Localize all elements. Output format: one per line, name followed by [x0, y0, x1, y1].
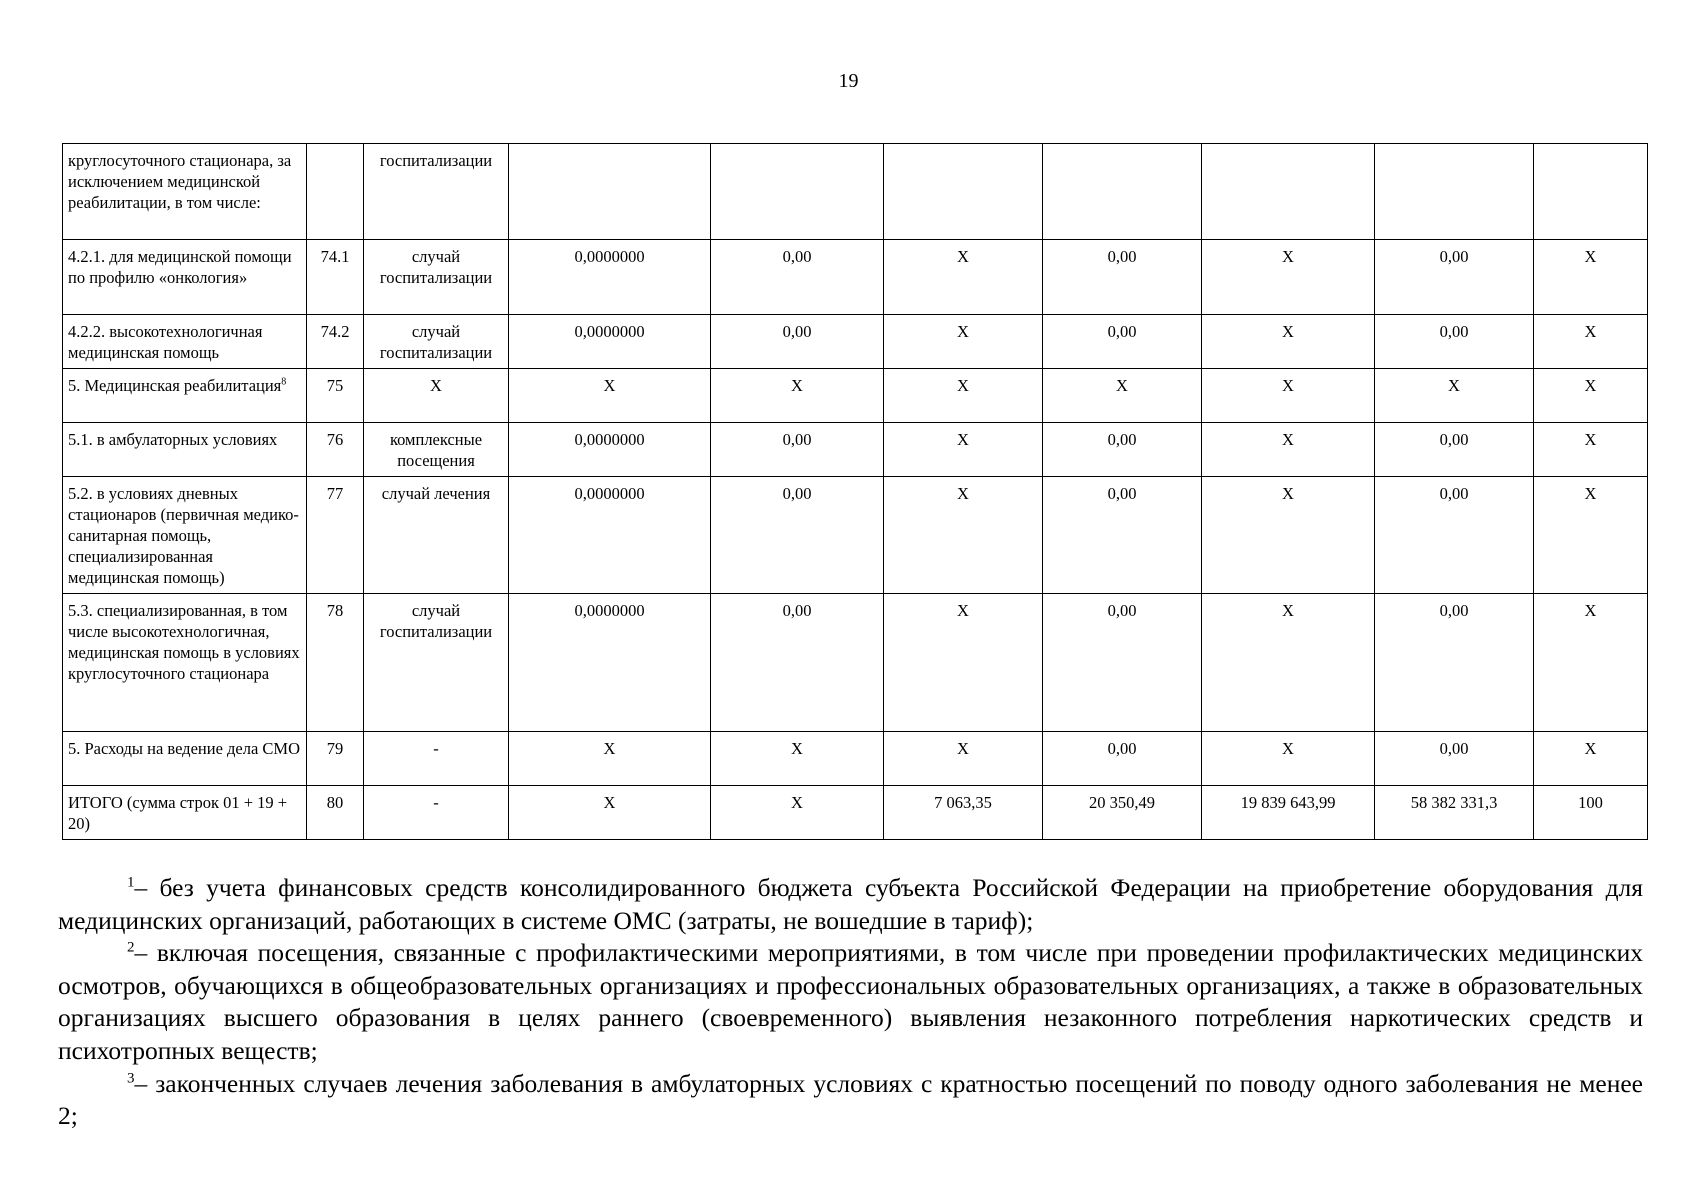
row-name-text: 5.3. специализированная, в том числе высокотехнологичная, медицинская помощь в условиях круглосуточного стационара — [68, 601, 300, 683]
footnote-mark: 2 — [127, 939, 135, 956]
unit-cell: - — [364, 732, 509, 786]
row-name-text: 4.2.1. для медицинской помощи по профилю «онкология» — [68, 247, 292, 287]
value-cell: X — [711, 732, 884, 786]
row-code: 75 — [307, 369, 364, 423]
value-cell: 0,00 — [1043, 315, 1202, 369]
footnote-mark: 1 — [127, 874, 135, 891]
unit-cell: случай госпитализации — [364, 240, 509, 315]
row-name-text: круглосуточного стационара, за исключением медицинской реабилитации, в том числе: — [68, 151, 292, 212]
value-cell: 7 063,35 — [884, 786, 1043, 840]
row-code — [307, 144, 364, 240]
value-cell: 0,00 — [1375, 477, 1534, 594]
row-name — [63, 786, 307, 840]
value-cell: 0,00 — [1043, 423, 1202, 477]
row-code: 79 — [307, 732, 364, 786]
value-cell: 20 350,49 — [1043, 786, 1202, 840]
value-cell: X — [711, 786, 884, 840]
row-code: 78 — [307, 594, 364, 732]
row-name — [63, 369, 307, 423]
value-cell: 58 382 331,3 — [1375, 786, 1534, 840]
table-row — [63, 315, 1648, 369]
value-cell: X — [884, 732, 1043, 786]
value-cell — [1375, 144, 1534, 240]
row-name-text: 5. Расходы на ведение дела СМО — [68, 739, 301, 758]
value-cell: 0,00 — [1043, 240, 1202, 315]
unit-cell: комплексные посещения — [364, 423, 509, 477]
value-cell: 0,00 — [1375, 423, 1534, 477]
value-cell: X — [1043, 369, 1202, 423]
value-cell — [711, 144, 884, 240]
footnote-text: – законченных случаев лечения заболевания в амбулаторных условиях с кратностью посещений по поводу одного заболевания не менее 2; — [58, 1068, 1643, 1131]
row-name — [63, 240, 307, 315]
unit-cell: случай госпитализации — [364, 594, 509, 732]
value-cell: X — [1202, 732, 1375, 786]
financing-table — [62, 143, 1648, 840]
value-cell: X — [1534, 240, 1648, 315]
row-code: 76 — [307, 423, 364, 477]
value-cell: 0,00 — [1043, 594, 1202, 732]
footnote-1 — [58, 872, 1643, 937]
table-row — [63, 786, 1648, 840]
row-name — [63, 423, 307, 477]
value-cell — [1202, 144, 1375, 240]
footnotes — [58, 872, 1643, 1133]
table-row — [63, 369, 1648, 423]
value-cell — [884, 144, 1043, 240]
value-cell: 0,00 — [1375, 732, 1534, 786]
value-cell: X — [509, 369, 711, 423]
value-cell: 0,00 — [711, 594, 884, 732]
value-cell: 0,00 — [711, 423, 884, 477]
value-cell: X — [1202, 315, 1375, 369]
value-cell: 0,00 — [1043, 732, 1202, 786]
value-cell: 0,0000000 — [509, 423, 711, 477]
footnote-text: – включая посещения, связанные с профилактическими мероприятиями, в том числе при проведении профилактических медицинских осмотров, обучающихся в общеобразовательных организациях и профессиональных образовательных организациях, а также в образовательных организациях высшего образования в целях раннего (своевременного) выявления незаконного потребления наркотических средств и психотропных веществ; — [58, 938, 1643, 1065]
row-code: 74.2 — [307, 315, 364, 369]
value-cell: X — [1534, 594, 1648, 732]
unit-cell: - — [364, 786, 509, 840]
row-name-text: 5.2. в условиях дневных стационаров (первичная медико-санитарная помощь, специализированная медицинская помощь) — [68, 484, 299, 587]
row-name — [63, 594, 307, 732]
row-name — [63, 144, 307, 240]
value-cell: X — [509, 732, 711, 786]
value-cell: X — [1202, 477, 1375, 594]
table-row — [63, 477, 1648, 594]
table-row — [63, 732, 1648, 786]
value-cell: 0,00 — [711, 240, 884, 315]
row-name — [63, 477, 307, 594]
unit-cell: госпитализации — [364, 144, 509, 240]
value-cell: 0,00 — [711, 477, 884, 594]
row-name-text: 4.2.2. высокотехнологичная медицинская помощь — [68, 322, 263, 362]
footnote-2 — [58, 937, 1643, 1067]
row-name-text: 5.1. в амбулаторных условиях — [68, 430, 278, 449]
row-name-text: 5. Медицинская реабилитация — [68, 376, 282, 395]
value-cell: 0,0000000 — [509, 594, 711, 732]
value-cell: X — [711, 369, 884, 423]
value-cell: 19 839 643,99 — [1202, 786, 1375, 840]
value-cell: 0,00 — [1375, 594, 1534, 732]
value-cell: 0,0000000 — [509, 315, 711, 369]
footnote-3 — [58, 1068, 1643, 1133]
row-name — [63, 732, 307, 786]
value-cell: X — [1534, 423, 1648, 477]
row-code: 74.1 — [307, 240, 364, 315]
value-cell: X — [1534, 315, 1648, 369]
value-cell — [509, 144, 711, 240]
page-number: 19 — [838, 70, 859, 92]
value-cell: X — [509, 786, 711, 840]
value-cell: X — [1534, 732, 1648, 786]
value-cell: X — [1202, 423, 1375, 477]
table-row — [63, 594, 1648, 732]
value-cell — [1534, 144, 1648, 240]
row-code: 80 — [307, 786, 364, 840]
value-cell: 0,0000000 — [509, 477, 711, 594]
value-cell: 0,00 — [1043, 477, 1202, 594]
value-cell: 100 — [1534, 786, 1648, 840]
value-cell: X — [1375, 369, 1534, 423]
value-cell: X — [1534, 369, 1648, 423]
row-code: 77 — [307, 477, 364, 594]
value-cell: X — [884, 594, 1043, 732]
table-row — [63, 423, 1648, 477]
footnote-text: – без учета финансовых средств консолидированного бюджета субъекта Российской Федерации на приобретение оборудования для медицинских организаций, работающих в системе ОМС (затраты, не вошедшие в тариф); — [58, 873, 1643, 935]
value-cell: X — [1202, 240, 1375, 315]
value-cell: 0,0000000 — [509, 240, 711, 315]
row-name — [63, 315, 307, 369]
value-cell: X — [1202, 369, 1375, 423]
unit-cell: X — [364, 369, 509, 423]
row-name-text: ИТОГО (сумма строк 01 + 19 + 20) — [68, 793, 288, 833]
value-cell: 0,00 — [1375, 240, 1534, 315]
value-cell: X — [884, 423, 1043, 477]
value-cell: X — [884, 315, 1043, 369]
value-cell: X — [884, 369, 1043, 423]
footnote-mark: 3 — [127, 1070, 135, 1087]
unit-cell: случай лечения — [364, 477, 509, 594]
value-cell: X — [1534, 477, 1648, 594]
value-cell: 0,00 — [711, 315, 884, 369]
table-row — [63, 240, 1648, 315]
footnote-ref: 8 — [281, 376, 287, 388]
unit-cell: случай госпитализации — [364, 315, 509, 369]
table-row — [63, 144, 1648, 240]
value-cell: 0,00 — [1375, 315, 1534, 369]
value-cell: X — [884, 477, 1043, 594]
value-cell — [1043, 144, 1202, 240]
value-cell: X — [1202, 594, 1375, 732]
value-cell: X — [884, 240, 1043, 315]
